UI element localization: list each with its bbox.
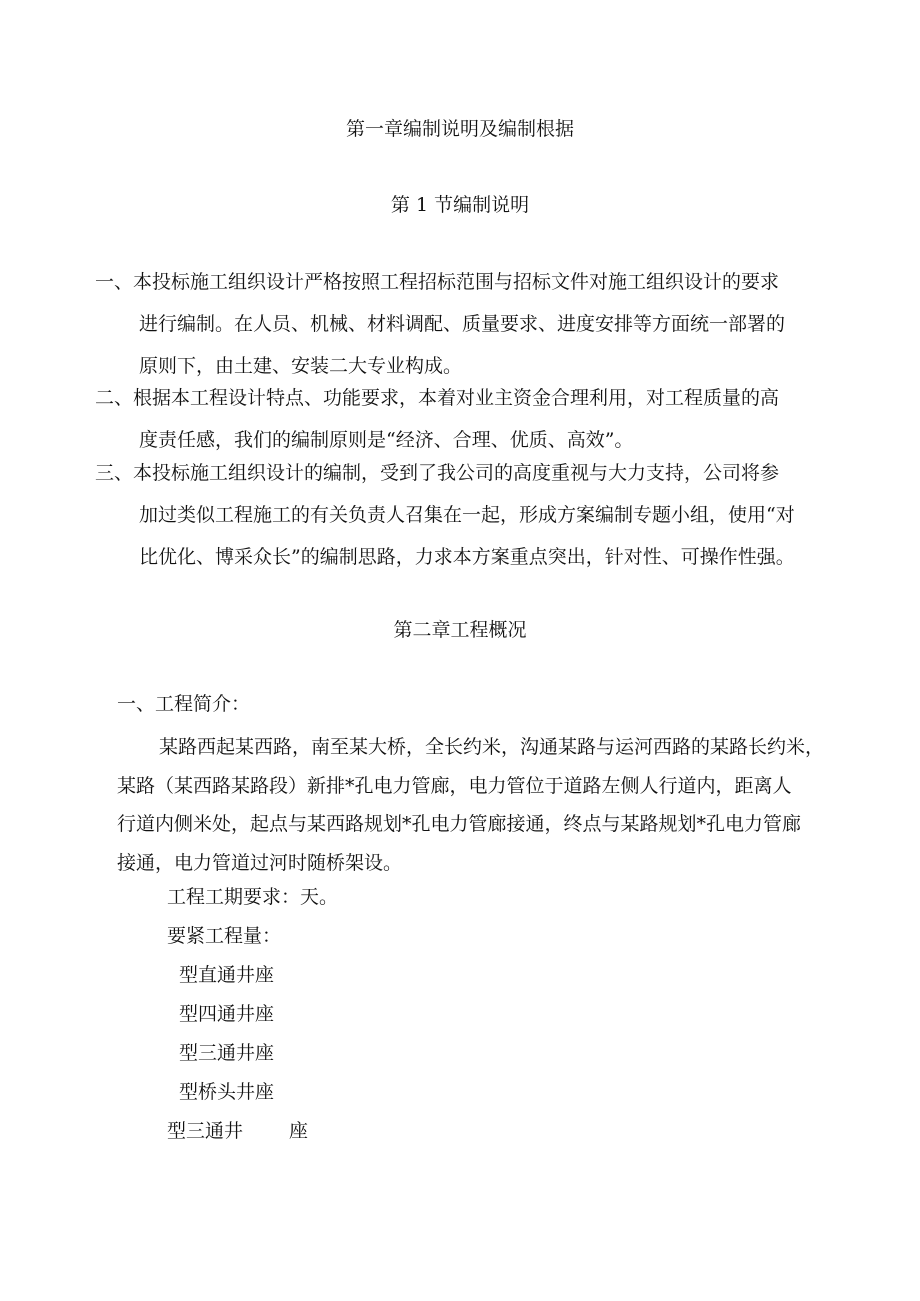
quantities-title: 要紧工程量：: [167, 925, 282, 947]
list-item-line: 三、本投标施工组织设计的编制，受到了我公司的高度重视与大力支持，公司将参: [95, 462, 780, 484]
list-item-line: 原则下，由土建、安装二大专业构成。: [139, 355, 463, 377]
list-item-line: 度责任感，我们的编制原则是“经济、合理、优质、高效”。: [139, 429, 634, 451]
list-item: [95, 261, 835, 387]
list-item-line: 加过类似工程施工的有关负责人召集在一起，形成方案编制专题小组，使用“对: [139, 504, 795, 526]
chapter-2-title: 第二章工程概况: [393, 619, 527, 641]
section-1-title: 第 1 节编制说明: [390, 194, 530, 216]
list-item: [95, 452, 835, 578]
quantity-item: 型直通井座: [179, 964, 275, 986]
list-item: [95, 377, 835, 461]
paragraph-line: 某路西起某西路，南至某大桥，全长约米，沟通某路与运河西路的某路长约米，: [159, 736, 825, 758]
list-item-line: 二、根据本工程设计特点、功能要求，本着对业主资金合理利用，对工程质量的高: [95, 387, 780, 409]
paragraph-line: 行道内侧米处，起点与某西路规划*孔电力管廊接通，终点与某路规划*孔电力管廊: [117, 813, 802, 835]
quantity-item-unit: 座: [289, 1120, 309, 1142]
intro-heading: 一、工程简介：: [117, 693, 251, 715]
construction-period: 工程工期要求：天。: [167, 886, 339, 908]
list-item-line: 比优化、博采众长”的编制思路，力求本方案重点突出，针对性、可操作性强。: [139, 546, 795, 568]
list-item-line: 进行编制。在人员、机械、材料调配、质量要求、进度安排等方面统一部署的: [139, 313, 786, 335]
intro-paragraph: [117, 728, 837, 882]
paragraph-line: 某路（某西路某路段）新排*孔电力管廊，电力管位于道路左侧人行道内，距离人: [117, 774, 792, 797]
chapter-1-title: 第一章编制说明及编制根据: [345, 118, 574, 140]
paragraph-line: 接通，电力管道过河时随桥架设。: [117, 851, 403, 874]
quantity-item: [167, 1117, 308, 1145]
list-item-line: 一、本投标施工组织设计严格按照工程招标范围与招标文件对施工组织设计的要求: [95, 271, 780, 293]
quantity-item: 型三通井座: [179, 1042, 275, 1064]
quantity-item-name: 型三通井: [167, 1120, 244, 1142]
quantity-item: 型桥头井座: [179, 1081, 275, 1103]
quantity-item: 型四通井座: [179, 1003, 275, 1025]
